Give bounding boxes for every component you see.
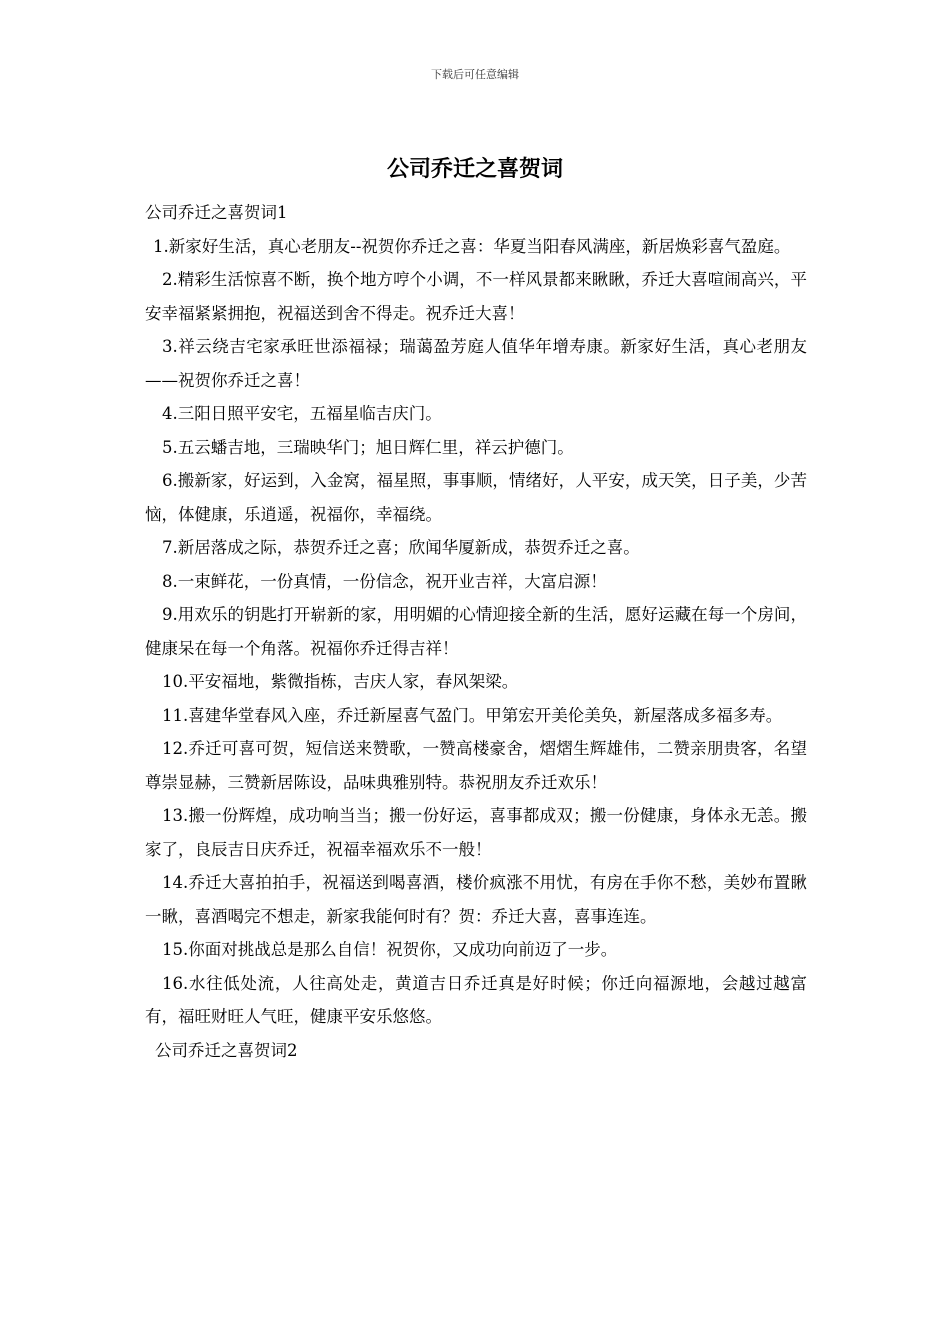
greeting-item-12: 12.乔迁可喜可贺，短信送来赞歌，一赞高楼豪舍，熠熠生辉雄伟，二赞亲朋贵客，名望尊崇显赫，三赞新居陈设，品味典雅别特。恭祝朋友乔迁欢乐！: [145, 739, 807, 792]
document-title: 公司乔迁之喜贺词: [386, 157, 563, 182]
greeting-item-7: 7.新居落成之际，恭贺乔迁之喜；欣闻华厦新成，恭贺乔迁之喜。: [162, 538, 640, 557]
greeting-item-5: 5.五云蟠吉地，三瑞映华门；旭日辉仁里，祥云护德门。: [162, 437, 574, 457]
document-body: [145, 196, 807, 1067]
greeting-item-14: 14.乔迁大喜拍拍手，祝福送到喝喜酒，楼价疯涨不用忧，有房在手你不愁，美妙布置瞅一瞅，喜酒喝完不想走，新家我能何时有？贺：乔迁大喜，喜事连连。: [145, 873, 807, 926]
greeting-item-11: 11.喜建华堂春风入座，乔迁新屋喜气盈门。甲第宏开美伦美奂，新屋落成多福多寿。: [162, 705, 783, 725]
greeting-item-2: 2.精彩生活惊喜不断，换个地方哼个小调，不一样风景都来瞅瞅，乔迁大喜喧闹高兴，平安幸福紧紧拥抱，祝福送到舍不得走。祝乔迁大喜！: [145, 270, 807, 323]
greeting-item-15: 15.你面对挑战总是那么自信！祝贺你，又成功向前迈了一步。: [162, 940, 618, 959]
header-note: 下载后可任意编辑: [431, 68, 519, 81]
greeting-item-10: 10.平安福地，紫微指栋，吉庆人家，春风架梁。: [162, 672, 519, 691]
greeting-item-16: 16.水往低处流，人往高处走，黄道吉日乔迁真是好时候；你迁向福源地，会越过越富有，福旺财旺人气旺，健康平安乐悠悠。: [145, 973, 807, 1026]
greeting-item-8: 8.一束鲜花，一份真情，一份信念，祝开业吉祥，大富启源！: [162, 571, 607, 591]
greeting-item-6: 6.搬新家，好运到，入金窝，福星照，事事顺，情绪好，人平安，成天笑，日子美，少苦恼，体健康，乐逍遥，祝福你，幸福绕。: [145, 471, 807, 524]
greeting-item-1: 1.新家好生活，真心老朋友--祝贺你乔迁之喜：华夏当阳春风满座，新居焕彩喜气盈庭。: [153, 236, 791, 256]
greeting-item-4: 4.三阳日照平安宅，五福星临吉庆门。: [162, 404, 442, 423]
greeting-item-3: 3.祥云绕吉宅家承旺世添福禄；瑞蔼盈芳庭人值华年增寿康。新家好生活，真心老朋友——祝贺你乔迁之喜！: [145, 337, 807, 390]
section-heading-2: 公司乔迁之喜贺词2: [155, 1040, 298, 1060]
section-heading-1: 公司乔迁之喜贺词1: [145, 203, 288, 222]
greeting-item-13: 13.搬一份辉煌，成功响当当；搬一份好运，喜事都成双；搬一份健康，身体永无恙。搬家了，良辰吉日庆乔迁，祝福幸福欢乐不一般！: [145, 806, 807, 859]
greeting-item-9: 9.用欢乐的钥匙打开崭新的家，用明媚的心情迎接全新的生活，愿好运藏在每一个房间，健康呆在每一个角落。祝福你乔迁得吉祥！: [145, 605, 807, 658]
